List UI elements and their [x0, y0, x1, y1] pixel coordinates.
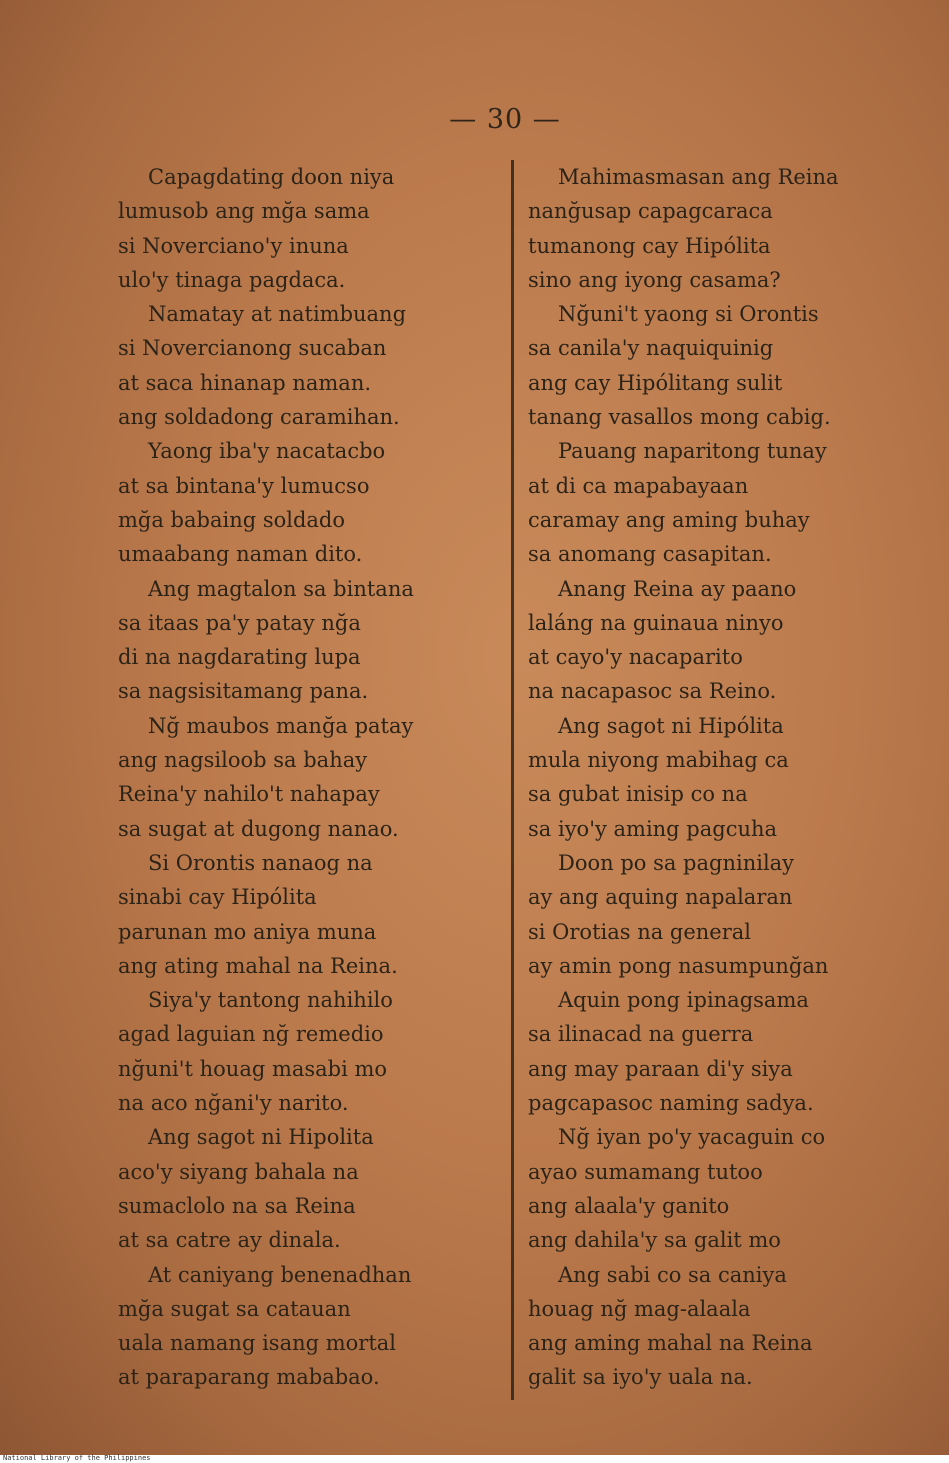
verse-line: caramay ang aming buhay: [528, 507, 810, 532]
verse-line: mula niyong mabihag ca: [528, 748, 789, 773]
verse-line: houag nğ mag-alaala: [528, 1296, 751, 1321]
verse-line: ay amin pong nasumpunğan: [528, 953, 829, 978]
verse-line: ang cay Hipólitang sulit: [528, 370, 783, 395]
stanza: [118, 572, 478, 709]
verse-line: ang nagsiloob sa bahay: [118, 748, 368, 773]
verse-line: ang soldadong caramihan.: [118, 405, 400, 430]
verse-line: agad laguian nğ remedio: [118, 1022, 384, 1047]
stanza: [118, 160, 478, 297]
verse-line: Namatay at natimbuang: [148, 302, 407, 327]
verse-line: Nğuni't yaong si Orontis: [558, 302, 819, 327]
verse-line: at saca hinanap naman.: [118, 370, 372, 395]
verse-line: Aquin pong ipinagsama: [558, 988, 809, 1013]
verse-line: ang aming mahal na Reina: [528, 1331, 813, 1356]
stanza: [528, 297, 888, 434]
column-divider: [511, 160, 514, 1400]
verse-line: parunan mo aniya muna: [118, 919, 377, 944]
verse-line: si Noverciano'y inuna: [118, 233, 349, 258]
verse-line: sa anomang casapitan.: [528, 542, 772, 567]
verse-line: ang may paraan di'y siya: [528, 1056, 793, 1081]
stanza: [118, 297, 478, 434]
stanza: [118, 709, 478, 846]
verse-line: ayao sumamang tutoo: [528, 1159, 763, 1184]
verse-line: tanang vasallos mong cabig.: [528, 405, 831, 430]
verse-line: Capagdating doon niya: [148, 165, 395, 189]
verse-line: Siya'y tantong nahihilo: [148, 988, 393, 1013]
verse-line: tumanong cay Hipólita: [528, 233, 771, 258]
verse-line: ang ating mahal na Reina.: [118, 953, 398, 978]
verse-line: sumaclolo na sa Reina: [118, 1193, 356, 1218]
verse-line: Yaong iba'y nacatacbo: [148, 439, 386, 464]
verse-line: di na nagdarating lupa: [118, 645, 361, 670]
verse-line: Si Orontis nanaog na: [148, 850, 373, 875]
verse-line: ulo'y tinaga pagdaca.: [118, 267, 346, 292]
stanza: [118, 846, 478, 983]
verse-line: mğa sugat sa catauan: [118, 1296, 351, 1321]
verse-line: sino ang iyong casama?: [528, 267, 781, 292]
verse-line: at di ca mapabayaan: [528, 473, 749, 498]
stanza: [528, 1258, 888, 1395]
verse-line: ang alaala'y ganito: [528, 1193, 730, 1218]
verse-line: sa itaas pa'y patay nğa: [118, 610, 361, 635]
verse-line: Ang sabi co sa caniya: [558, 1262, 787, 1287]
verse-line: sa gubat inisip co na: [528, 782, 748, 807]
verse-line: lumusob ang mğa sama: [118, 199, 370, 224]
footer-credit: National Library of the Philippines: [3, 1454, 151, 1462]
stanza: [528, 846, 888, 983]
right-column: [528, 160, 888, 1395]
verse-line: sa canila'y naquiquinig: [528, 336, 774, 361]
stanza: [528, 983, 888, 1120]
verse-line: at paraparang mababao.: [118, 1365, 380, 1390]
stanza: [118, 1258, 478, 1395]
verse-line: si Orotias na general: [528, 919, 752, 944]
verse-line: mğa babaing soldado: [118, 507, 346, 532]
stanza: [118, 983, 478, 1120]
verse-line: laláng na guinaua ninyo: [528, 610, 784, 635]
verse-line: na nacapasoc sa Reino.: [528, 679, 777, 704]
verse-line: at sa bintana'y lumucso: [118, 473, 370, 498]
verse-line: aco'y siyang bahala na: [118, 1159, 359, 1184]
verse-line: ang dahila'y sa galit mo: [528, 1228, 781, 1253]
verse-line: uala namang isang mortal: [118, 1331, 397, 1356]
stanza: [118, 1120, 478, 1257]
verse-line: Ang sagot ni Hipolita: [148, 1125, 374, 1150]
verse-line: sa sugat at dugong nanao.: [118, 816, 399, 841]
footer-bar: [0, 1455, 949, 1463]
verse-line: pagcapasoc naming sadya.: [528, 1091, 814, 1116]
verse-line: At caniyang benenadhan: [148, 1262, 412, 1287]
stanza: [528, 1120, 888, 1257]
verse-line: Anang Reina ay paano: [558, 576, 797, 601]
verse-line: si Novercianong sucaban: [118, 336, 387, 361]
stanza: [118, 434, 478, 571]
verse-line: sa iyo'y aming pagcuha: [528, 816, 778, 841]
verse-line: nanğusap capagcaraca: [528, 199, 773, 224]
verse-line: sinabi cay Hipólita: [118, 885, 317, 910]
verse-line: Doon po sa pagninilay: [558, 850, 795, 875]
verse-line: Pauang naparitong tunay: [558, 439, 827, 464]
verse-line: sa ilinacad na guerra: [528, 1022, 754, 1047]
verse-line: na aco nğani'y narito.: [118, 1091, 349, 1116]
verse-line: galit sa iyo'y uala na.: [528, 1365, 753, 1390]
verse-line: Mahimasmasan ang Reina: [558, 165, 839, 189]
stanza: [528, 434, 888, 571]
verse-line: Nğ iyan po'y yacaguin co: [558, 1125, 826, 1150]
verse-line: Reina'y nahilo't nahapay: [118, 782, 380, 807]
verse-line: ay ang aquing napalaran: [528, 885, 793, 910]
verse-line: nğuni't houag masabi mo: [118, 1056, 388, 1081]
verse-line: at sa catre ay dinala.: [118, 1228, 341, 1253]
stanza: [528, 572, 888, 709]
verse-line: Nğ maubos manğa patay: [148, 713, 414, 738]
stanza: [528, 160, 888, 297]
verse-line: Ang sagot ni Hipólita: [558, 713, 784, 738]
verse-line: umaabang naman dito.: [118, 542, 363, 567]
stanza: [528, 709, 888, 846]
verse-line: Ang magtalon sa bintana: [148, 576, 414, 601]
page-number: — 30 —: [449, 104, 561, 135]
verse-line: at cayo'y nacaparito: [528, 645, 743, 670]
verse-line: sa nagsisitamang pana.: [118, 679, 369, 704]
left-column: [118, 160, 478, 1395]
